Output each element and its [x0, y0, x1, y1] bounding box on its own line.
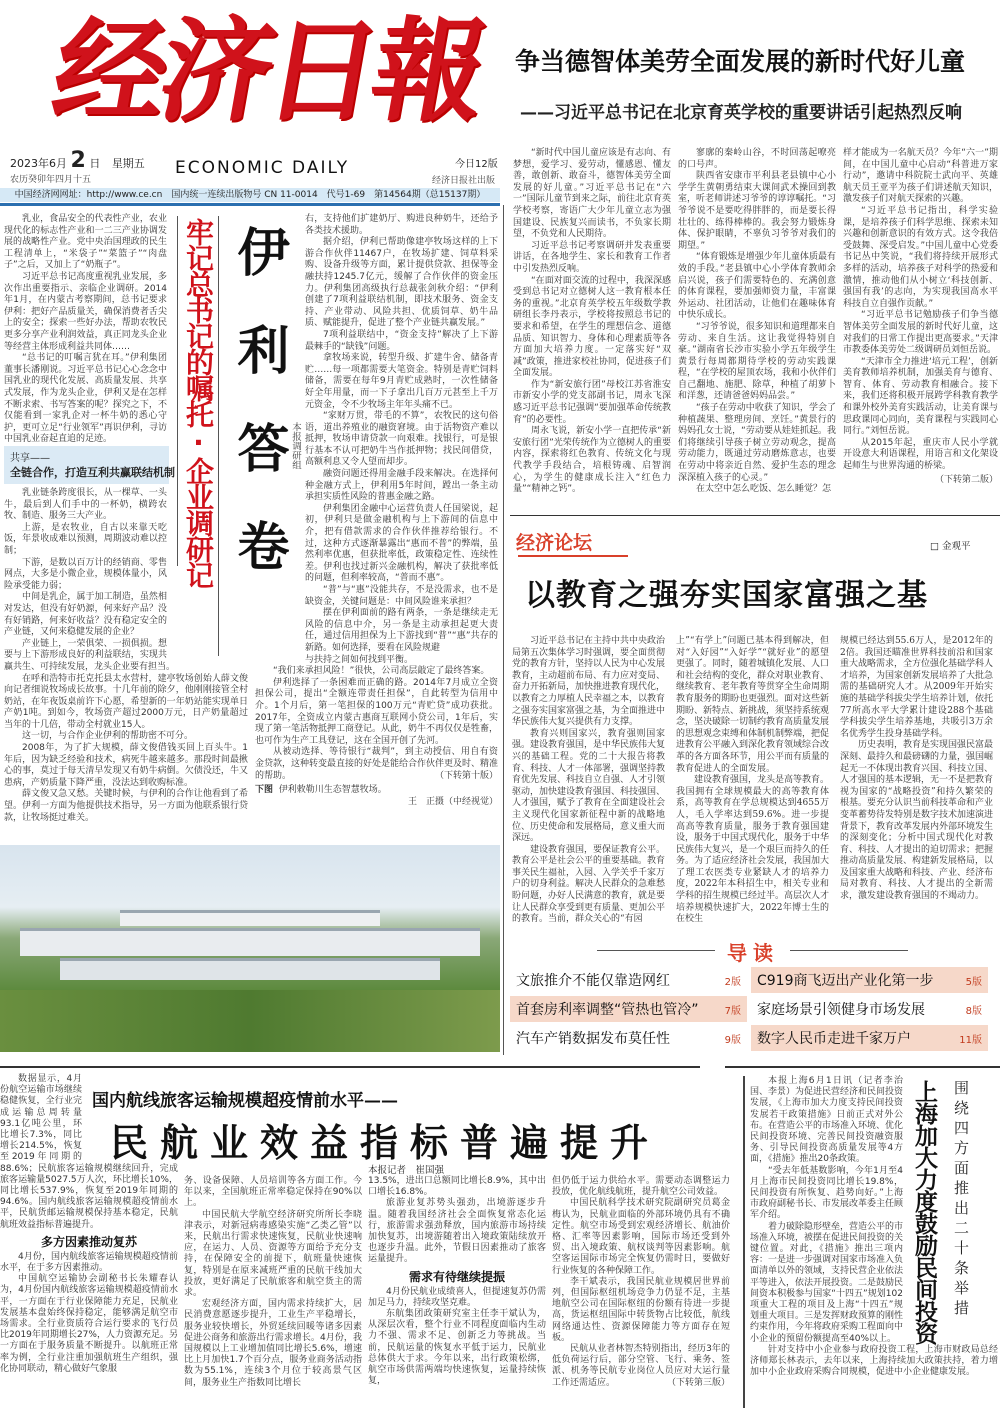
publisher: 经济日报社出版: [432, 176, 496, 186]
paragraph: 习近平总书记在主持中共中央政治局第五次集体学习时强调，要全面贯彻党的教育方针，坚持以人民为中心发展教育，主动超前布局、有力应对变局、奋力开拓新局，加快推进教育现代化，以教育之力厚植人民幸福之本，以教育之强夯实国家富强之基，为全面推进中华民族伟大复兴提供有力支撑。: [512, 636, 666, 728]
paragraph: 李干斌表示，我国民航业规模居世界前列，但国际枢纽机场竞争力仍显不足，主基地航空公司在国际枢纽的份额有待进一步提高，货运枢纽国际中转货物占比较低，航线网络通达性、资源保障能力等方面存在短板。: [552, 1276, 730, 1343]
paragraph: “习近平总书记指出，科学实验课，是培养孩子们科学思维、探索未知兴趣和创新意识的有效方式。这令我倍受鼓舞、深受启发。”中国儿童中心党委书记丛中笑说，“我们将持续开展形式多样的活动，培养孩子对科学的热爱和激情，推动他们从小树立‘科技创新、强国有我’的志向，为实现我国高水平科技自立自强作贡献。”: [843, 205, 998, 309]
paragraph: 摆在伊利面前的路有两条，一条是继续走无风险的信息中介，另一条是主动承担起更大责任，通过信用担保为上下游找到“普”“惠”共存的新路。如何选择，要看在风险规避: [305, 608, 498, 653]
paragraph: “普”与“惠”没能共存，不是没需求，也不是缺资金，关键问题是：中间风险谁来承担？: [305, 585, 498, 607]
grassland: [0, 990, 500, 1052]
date-day: 2: [70, 148, 86, 173]
aviation-kicker: 国内航线旅客运输规模超疫情前水平——: [92, 1091, 398, 1111]
guide-title: 导读: [727, 941, 779, 965]
paragraph: “在面对面交流的过程中，我深深感受到总书记对立德树人这一教育根本任务的重视。”北京育英学校五年级数学教研组长李丹表示，学校将按照总书记的要求和希望，在学生的理想信念、道德品质、知识智力、身体和心理素质等各方面加大培养力度。一定落实好“双减”政策，推进家校社协同，促进孩子们全面发展。: [513, 275, 671, 379]
paragraph: 7项利益联结中，“资金支持”解决了上下游最棘手的“缺钱”问题。: [305, 329, 498, 352]
byline: 本报调研组: [290, 422, 301, 470]
paragraph: 2版: [724, 976, 741, 988]
paragraph: 中国航空运输协会副秘书长朱耀春认为，4月份国内航线旅客运输规模超疫情前水平，一方面在于行业保障能力充足，民航业发展基本盘始终保持稳定，能够满足航空市场需求。全行业资质符合运行要求的飞行员比2019年同期增长27%，人力资源充足。另一方面在于服务质量不断提升。以航班正常率为例，全行业注重加强航班生产组织，强化协同联动，精心做好气象服: [0, 1274, 178, 1374]
guide-item[interactable]: [751, 1025, 988, 1051]
paragraph: 融资问题还得用金融手段来解决。在选择何种金融方式上，伊利用5年时间，蹚出一条主动承担实质性风险的普惠金融之路。: [305, 469, 498, 503]
aviation-lead: 数据显示，4月份航空运输市场继续稳健恢复，全行业完成运输总周转量93.1亿吨公里，环比增长7.3%，同比增长214.5%，恢复至2019年同期的88.6%；民航旅客运输规模继续回升，完成旅客运输量: [0, 1074, 178, 1185]
series-title: 牢记总书记的嘱托·企业调研记: [182, 218, 215, 587]
paragraph: 文旅推介不能仅靠造网红: [516, 973, 670, 989]
paragraph: 家庭场景引领健身市场发展: [757, 1002, 925, 1018]
paragraph: 伊利集团金融中心运营负责人任国梁说，起初，伊利只是做金融机构与上下游间的信息中介，把有借款需求的合作伙伴推荐给银行。不过，这种方式逐渐暴露出“惠而不普”的弊端，虽然利率优惠，但获批率低，政策稳定性、连续性差。伊利也找过新兴金融机构，解决了获批率低的问题，但利率较高，“普而不惠”。: [305, 503, 498, 584]
paragraph: 建设教育强国，要保证教育公平。教育公平是社会公平的重要基础。教育事关民生福祉，入园、入学关乎千家万户的切身利益。解决人民群众的急难愁盼问题，办好人民满意的教育，就是要让人民群众享受到更有质量、更加公平的教育。当前，群众关心的“有园: [512, 844, 666, 925]
date-month: 2023年6月: [10, 157, 67, 170]
paragraph: “孩子在劳动中收获了知识，学会了种植蔬果、整理房间、烹饪。”黄景行的妈妈孔女士说，“劳动要从娃娃抓起。我们将继续引导孩子树立劳动观念，提高劳动能力，既通过劳动磨炼意志，也要在劳动中将亲近自然、爱护生态的理念深深植入孩子的心灵。”: [678, 403, 836, 483]
paragraph: 在呼和浩特市托克托县太水营村，建亭牧场创始人薛文俊向记者细说牧场成长故事。十几年前的除夕，他刚刚接管全村奶站，在年夜饭桌前许下心愿，希望新的一年奶站能实现单日产奶1吨。到如今，牧场资产超过2000万元，日产奶量超过当年的十几倍，带动全村就业15人。: [4, 673, 248, 730]
paragraph: 上游，是农牧业，自古以来靠天吃饭，年景收成难以预测，周期波动难以控制；: [4, 522, 167, 556]
paragraph: 中间是乳企，属于加工制造，虽然相对发达，但没有好奶源，何来好产品？没有好销路，何来好收益？没有稳定安全的产业链，又何来稳健发展的企业？: [4, 592, 167, 638]
section-box: [4, 446, 175, 484]
forum-rule: [518, 555, 628, 557]
guide-item[interactable]: [510, 967, 747, 993]
paragraph: “我们来承担风险！”很快，公司高层敲定了最终答案。: [273, 666, 490, 677]
paragraph: 下游，是数以百万计的经销商、零售网点，大多是小微企业，规模体量小，风险承受能力弱；: [4, 557, 167, 591]
info-bar: 中国经济网网址：http://www.ce.cn 国内统一连续出版物号 CN 11-0014 代号1-69 第14564期（总15137期）: [0, 188, 500, 202]
forum-column-3: [840, 636, 993, 903]
aviation-column-4: [552, 1176, 730, 1389]
paragraph: 着力破除隐形壁垒，营造公平的市场准入环境，被摆在促进民间投资的关键位置。对此，《措施》推出三项内容：一是进一步强调对国家市场准入负面清单以外的领域，支持民营企业依法平等进入，依法开展投资。二是鼓励民间资本积极参与国家“十四五”规划102项重大工程的项目及上海“十四五”规划重大项目。三是发挥财政预算的刚性约束作用，今年将政府采购工程面向中小企业的预留份额提高至40%以上。: [750, 1221, 904, 1344]
section-divider: [0, 1066, 700, 1068]
paragraph: 在太空中怎么吃饭、怎么睡觉？怎: [696, 484, 832, 495]
paragraph: 汽车产销数据发布莫任性: [516, 1031, 670, 1047]
continued-note[interactable]: （下转第二版）: [934, 474, 998, 485]
caption-text: 伊利敕勒川生态智慧牧场。: [278, 785, 387, 796]
photo-caption: [255, 785, 498, 797]
paragraph: 首套房利率调整“管热也管冷”: [516, 1002, 699, 1018]
paragraph: 11版: [959, 1034, 982, 1046]
paragraph: 中国民航科学技术研究院副研究员葛金梅认为，民航业面临的外部环境仍具有不确定性。航空市场受到宏观经济增长、航油价格、汇率等因素影响，国际市场还受到外贸、出入境政策、航权谈判等因素影响。航空客运国际市场完全恢复仍需时日，要做好行业恢复的各种保障工作。: [552, 1198, 730, 1276]
paragraph: “体育锻炼是增强少年儿童体质最有效的手段。”老县镇中心小学体育教师余启兴说，孩子们需要特色的、充满创意的体育课程，要加强师资力量，丰富课外运动、社团活动，让他们在趣味体育中快乐成长。: [678, 252, 836, 321]
section-title: 全链合作，打造互利共赢联结机制: [10, 466, 175, 479]
paragraph: 数字人民币走进千家万户: [757, 1031, 911, 1047]
paragraph: 民航从业者林智杰特别指出，经历3年的低负荷运行后，部分空管、飞行、乘务、签派、机务等民航专业岗位人员应对大运行量工作还需适应。: [552, 1344, 730, 1388]
paragraph: 据介绍，伊利已帮助像建亭牧场这样的上下游合作伙伴11467户，在牧场扩建、饲草料采购、设备升级等方面，累计提供贷款、担保等金融扶持1245.7亿元，缓解了合作伙伴的资金压力。伊利集团高级执行总裁张剑秋介绍：“伊利创建了7项利益联结机制，即技术服务、资金支持、产业带动、风险共担、优质饲草、奶牛品质、赋能提升，促进了整个产业链共赢发展。”: [305, 237, 498, 329]
paragraph: 但仍低于运力供给水平。需要动态调整运力投放，优化航线航班，提升航空公司效益。: [552, 1176, 730, 1198]
newspaper-logo: 经济日報: [43, 6, 491, 137]
weekday: 星期五: [111, 157, 145, 170]
guide-rule: [790, 950, 908, 951]
shanghai-body-2: 针对支持中小企业参与政府投资工程，上海市财政局总经济师郑长林表示，去年以来，上海持续加大政策扶持，着力增加中小企业政府采购合同规模，促进中小企业健康发展。: [750, 1344, 998, 1378]
paragraph: 5027.5万人次，环比增长10%，同比增长537.9%，恢复至2019年同期的94.6%。国内航线旅客运输规模超疫情前水平，民航货邮运输规模保持基本稳定，民航航班效益指标普遍提升。: [0, 1174, 178, 1230]
paragraph: 乳业链条跨度很长，从一棵草、一头牛，最后到人们手中的一杯奶，横跨农牧、制造、服务三大产业。: [4, 488, 167, 522]
paragraph: “新时代中国儿童应该是有志向、有梦想，爱学习、爱劳动，懂感恩、懂友善，敢创新、敢奋斗，德智体美劳全面发展的好儿童。”习近平总书记在“六一”国际儿童节到来之际，前往北京育英学校考察，寄语广大少年儿童立志为强国建设、民族复兴而读书，不负家长期望，不负党和人民期待。: [513, 148, 671, 240]
feature-title: 伊利答卷: [228, 225, 288, 617]
subheading: 需求有待继续提振: [408, 1269, 505, 1284]
paragraph: 2008年，为了扩大规模，薛文俊借钱买回上百头牛。1年后，因为缺乏经验和技术，病死牛越来越多。那段时间最揪心的事，莫过于每天清早发现又有奶牛病倒。欠债没还，牛又患病，产奶质量下降严重，没法达到收购标准。: [4, 743, 248, 788]
paragraph: “习近平总书记勉励孩子们争当德智体美劳全面发展的新时代好儿童，这对我们的日常工作提出更高要求。”天津市教委体美劳处二级调研员刘恒岳说。: [843, 310, 998, 356]
top-subheadline: ——习近平总书记在北京育英学校的重要讲话引起热烈反响: [520, 103, 962, 123]
aviation-column-2: [184, 1176, 362, 1389]
paragraph: 7版: [724, 1005, 741, 1017]
guide-item[interactable]: [751, 996, 988, 1022]
paragraph: 拿牧场来说，转型升级、扩建牛舍、储备青贮……每一项都需要大笔资金。特别是青贮饲料储备，需要在每年9月青贮成熟时，一次性储备好全年用量，而一下子拿出几百万元甚至上千万元资金，令不少牧场主年年头痛不已。: [305, 353, 498, 410]
info-bar-rule: [0, 203, 500, 206]
paragraph: 9版: [724, 1034, 741, 1046]
paragraph: 旅游业复苏势头强劲，出境游逐步升温。随着我国经济社会全面恢复常态化运行，旅游需求强劲释放，国内旅游市场持续加快复苏，出境游随着出入境政策陆续放开也逐步升温。此外，节假日因素推动了旅客运量提升。: [368, 1198, 546, 1265]
shanghai-title: 上海加大力度鼓励民间投资: [911, 1080, 938, 1344]
paragraph: 5版: [965, 976, 982, 988]
paragraph: 上”“有学上”问题已基本得到解决，但对“入好园”“入好学”“就好业”的愿望更强了。同时，随着城镇化发展、人口和社会结构的变化，群众对职业教育、继续教育、老年教育等贯穿全生命周期教育服务的期盼也更强烈。面对这些新期盼、新特点、新挑战，须坚持系统观念，坚决破除一切制约教育高质量发展的思想观念束缚和体制机制弊端，把促进教育公平融入到深化教育领域综合改革的各方面各环节，用公平而有质量的教育促进人的全面发展。: [676, 636, 830, 774]
paragraph: 习近平总书记考察调研并发表重要讲话，在各地学生、家长和教育工作者中引发热烈反响。: [513, 240, 671, 274]
paragraph: 乳业，食品安全的代表性产业，农业现代化的标志性产业和一二三产业协调发展的战略性产业。党中央治国理政的民生工程清单上，“米袋子”“菜篮子”“肉盘子”之后，又加上了“奶瓶子”。: [4, 214, 167, 271]
guide-list: [510, 967, 988, 1051]
divider: [743, 1076, 745, 1408]
divider: [177, 216, 178, 566]
paragraph: 产业链上，一荣俱荣、一损俱损。想要与上下游形成良好的利益联结，实现共赢共生、可持续发展，龙头企业要有担当。: [4, 638, 176, 672]
layout-spacer: [82, 1074, 178, 1162]
paragraph: 本报上海6月1日讯（记者李治国、李景）为促进民营经济和民间投资发展，《上海市加大力度支持民间投资发展若干政策措施》日前正式对外公布。在营造公平的市场准入环境、优化民间投资环境、完善民间投资融资服务、引导民间投资高质量发展等4方面，《措施》推出20条政策。: [750, 1076, 904, 1165]
paragraph: “家财万贯，带毛的不算”，农牧民的这句俗语，道出养殖业的融资窘境。由于活物资产难以抵押，牧场申请贷款一向艰难。找银行，可是银行基本不认可把奶牛当作抵押物；找民间借贷，高额利息又令人望而却步。: [305, 411, 498, 468]
guide-item[interactable]: [510, 1025, 747, 1051]
aviation-byline: 本报记者 崔国强: [368, 1165, 445, 1176]
author: □ 金观平: [930, 541, 971, 552]
section-divider: [725, 1066, 1000, 1068]
issue-date: [10, 148, 145, 173]
photo-credit: 王 正摄（中经视觉）: [407, 796, 498, 807]
yili-column-2: [255, 214, 498, 808]
forum-column-2: [676, 636, 829, 926]
paragraph: 样才能成为一名航天员？今年“六一”期间，在中国儿童中心启动“科普进万家行动”，邀请中科院院士武向平、英雄航天员王亚平为孩子们讲述航天知识，激发孩子们对航天探索的兴趣。: [843, 148, 998, 205]
paragraph: 陕西省安康市平利县老县镇中心小学学生黄朝勇结束大课间武术操回到教室，听老师讲述习爷爷的谆谆嘱托。“习爷爷说不是要吃得胖胖的，而是要长得壮壮的、练得棒棒的。我会努力锻炼身体、保护眼睛，不辜负习爷爷对我们的期望。”: [678, 171, 836, 251]
guide-rule: [597, 950, 715, 951]
shanghai-subtitle: 围绕四方面推出二十条举措: [952, 1080, 970, 1320]
paragraph: 周永飞说，新安小学一直把传承“新安旅行团”光荣传统作为立德树人的重要内容，探索将红色教育、传统文化与现代教学手段结合，培根铸魂、启智润心，为学生的健康成长注入“红色力量”“精神之钙”。: [513, 426, 671, 495]
paragraph: 8版: [965, 1005, 982, 1017]
paragraph: 历史表明，教育是实现国强民富最深刻、最持久和最磅礴的力量，强国崛起无一不体现出教育兴国、科技立国、人才强国的基本逻辑，无一不是把教育视为国家的“战略投资”和持久繁荣的根基。要充分认识当前科技革命和产业变革蓄势待发特别是数字技术加速演进背景下，教育改革发展内外部环境发生的深刻变化；分析中国式现代化对教育、科技、人才提出的迫切需求；把握推动高质量发展、构建新发展格局，以及国家重大战略和科技、产业、经济布局对教育、科技、人才提出的全新需求，激发建设教育强国的不竭动力。: [840, 740, 994, 902]
subheading: 多方因素推动复苏: [40, 1234, 137, 1249]
paragraph: 东航集团政策研究室主任李干斌认为，从深层次看，整个行业不同程度面临内生动力不强、需求不足、创新乏力等挑战。当前，民航运量的恢复水平低于运力，民航业总体供大于求。今年以来，出行政策松绑，航空市场供需两端均快速恢复，运量持续恢复，: [368, 1309, 546, 1387]
paragraph: 习近平总书记高度重视乳业发展，多次作出重要指示、亲临企业调研。2014年1月，在内蒙古考察期间，总书记要求伊利：把好产品质量关，确保消费者舌尖上的安全；探索一些好办法，帮助农牧民更多分享产业利润效益，真正同龙头企业等经营主体形成利益共同体……: [4, 271, 167, 352]
paragraph: “总书记的叮嘱言犹在耳。”伊利集团董事长潘刚说。习近平总书记心心念念中国乳业的现代化发展、高质量发展、共享式发展，作为龙头企业，伊利又是在怎样不断求索、书写答案的呢？探究之下，不仅能看到一家乳企对一杯牛奶的悉心守护，更可立足“行业领军”再识伊利，寻访中国乳业奋起直追的足迹。: [4, 353, 167, 445]
caption-label: 下图: [255, 785, 274, 796]
top-story-column-3: [843, 148, 998, 486]
forum-label: 经济论坛: [516, 532, 593, 554]
paragraph: “习爷爷说，很多知识和道理都来自劳动、来自生活。这让我觉得特别自豪。”湖南省长沙市实验小学五年级学生黄景行每周都期待学校的劳动实践课程，“在学校的屋顶农场，我和小伙伴们自己翻地、施肥、除草，种植了胡萝卜和洋葱，还请爸爸妈妈品尝。”: [678, 321, 836, 402]
lunar-date: 农历癸卯年四月十五: [10, 175, 92, 185]
paragraph: 建设教育强国，龙头是高等教育。我国拥有全球规模最大的高等教育体系，高等教育在学总规模达到4655万人，毛入学率达到59.6%。进一步提高高等教育质量，服务于教育强国建设，服务于中国式现代化，服务于中华民族伟大复兴，是一个艰巨而持久的任务。为了适应经济社会发展，我国加大了理工农医类专业紧缺人才的培养力度，2022年本科招生中，相关专业和学科的招生规模已经过半。高层次人才培养规模快速扩大，2022年博士生的在校生: [676, 775, 830, 925]
paragraph: 伊利选择了一条困难而正确的路。2014年7月成立全资担保公司，提出“全额连带责任担保”，自此转型为信用中介。1个月后，第一笔担保的100万元“青贮贷”成功获批。2017年，全资成立内蒙古惠商互联网小贷公司，1年后，实现了第一笔活物抵押工商登记。从此，奶牛不再仅仅是牲畜，也可作为生产工具登记，这在全国开创了先河。: [255, 677, 499, 746]
paragraph: 薛文俊又急又愁。关键时候，与伊利的合作让他看到了希望。伊利一方面为他提供技术指导，另一方面为他联系银行贷款，让牧场挺过难关。: [4, 789, 248, 823]
barn-roof: [20, 928, 480, 956]
guide-item[interactable]: [510, 996, 747, 1022]
date-suffix: 日: [89, 157, 101, 170]
paragraph: 右，支持他们扩建奶厅、购进良种奶牛，还给予各类技术援助。: [305, 214, 498, 236]
paragraph: 这一切，与合作企业伊利的帮助密不可分。: [22, 731, 194, 742]
paragraph: 从2015年起，重庆市人民小学就开设意大利语课程，用语言和文化架设起师生与世界沟通的桥梁。: [843, 437, 998, 472]
section-kicker: 共享——: [10, 453, 50, 464]
paragraph: 宏观经济方面，国内需求持续扩大，居民消费意愿逐步提升，工业生产平稳增长，服务业较快增长，外贸延续回暖等诸多因素促进公商务和旅游出行需求增长。4月份，我国规模以上工业增加值同比增长5.6%，增速比上月加快1.7个百分点，服务业商务活动指数为55.1%，连续3个月位于较高景气区间，服务业生产指数同比增长: [184, 1299, 362, 1388]
divider: [510, 515, 1000, 516]
guide-item[interactable]: [751, 967, 988, 993]
paragraph: 作为“新安旅行团”母校江苏省淮安市新安小学的党支部副书记，周永飞深感习近平总书记强调“要加强革命传统教育”的必要性。: [513, 379, 671, 425]
top-story-column-2: [678, 148, 836, 496]
continued-note[interactable]: （下转第十版）: [434, 770, 498, 781]
top-headline: 争当德智体美劳全面发展的新时代好儿童: [515, 47, 966, 76]
english-title: ECONOMIC DAILY: [175, 158, 350, 178]
ranch-photo: [0, 845, 500, 1052]
paragraph: 寥廓的秦岭山谷，不时回荡起嘹亮的口号声。: [678, 148, 836, 170]
page-count: 今日12版: [455, 159, 498, 170]
divider: [218, 216, 219, 656]
paragraph: C919商飞迈出产业化第一步: [757, 973, 934, 989]
yili-column-3: 与扶持之间如何找到平衡。: [305, 654, 414, 665]
paragraph: 13.5%，进出口总额同比增长8.9%，其中出口增长16.8%。: [368, 1176, 546, 1198]
top-story-column-1: [513, 148, 671, 496]
paragraph: “天津市全力推进‘培元工程’，创新美育教师培养机制，加强美育与德育、智育、体育、劳动教育相融合。接下来，我们还将积极开展跨学科教育教学和课外校外美育实践活动，让美育课与思政课同心同向，美育课程与实践同心同行。”刘恒岳说。: [843, 356, 998, 437]
paragraph: 中国民航大学航空经济研究所所长李晓津表示，对新冠病毒感染实施“乙类乙管”以来，民航出行需求快速恢复，民航业快速响应，在运力、人员、资源等方面给予充分支持，在保障安全的前提下，航班量快速恢复，特别是在原来减班严重的民航干线加大投放，更好满足了民航旅客和航空货主的需求。: [184, 1209, 362, 1299]
forum-column-1: [512, 636, 665, 926]
aviation-title: 民航业效益指标普遍提升: [110, 1121, 661, 1165]
paragraph: “受去年低基数影响，今年1月至4月上海市民间投资同比增长19.8%，民间投资有所恢复、趋势向好。”上海市政府副秘书长、市发展改革委主任顾军介绍。: [750, 1165, 904, 1221]
divider: [503, 205, 504, 1055]
paragraph: 从被动选择、等待银行“裁判”，到主动授信、用自有资金贷款，这种转变最直接的好处是能给合作伙伴更及时、精准的帮助。: [255, 747, 499, 781]
barn-roof: [120, 910, 380, 926]
forum-title: 以教育之强夯实国家富强之基: [525, 578, 928, 613]
continued-note[interactable]: （下转第三版）: [666, 1377, 730, 1388]
paragraph: 4月份，国内航线旅客运输规模超疫情前水平，在于多方因素推动。: [0, 1251, 178, 1274]
aviation-column-3: [368, 1176, 546, 1387]
barn-roof: [60, 958, 440, 980]
yili-column-1: [4, 214, 167, 446]
paragraph: 务、设备保障、人员培训等各方面工作。今年以来，全国航班正常率稳定保持在90%以上。: [184, 1176, 362, 1209]
paragraph: 4月份民航业成绩喜人，但提速复苏仍需加足马力，持续攻坚克难。: [368, 1286, 546, 1308]
layout-spacer: [255, 214, 305, 660]
paragraph: 规模已经达到55.6万人，是2012年的2倍。我国还瞄准世界科技前沿和国家重大战略需求，全方位强化基础学科人才培养，为国家创新发展培养了大批急需的基础研究人才。从2009年开始实施的基础学科拔尖学生培养计划，依托77所高水平大学累计建设288个基础学科拔尖学生培养基地，共吸引3万余名优秀学生投身基础学科。: [840, 636, 994, 739]
aviation-column-1: [0, 1074, 178, 1375]
paragraph: 教育兴则国家兴，教育强则国家强。建设教育强国，是中华民族伟大复兴的基础工程。党的二十大报告将教育、科技、人才一体部署，强调坚持教育优先发展、科技自立自强、人才引领驱动，加快建设教育强国、科技强国、人才强国，赋予了教育在全面建设社会主义现代化国家新征程中新的战略地位、历史使命和发展格局，意义重大而深远。: [512, 728, 666, 844]
